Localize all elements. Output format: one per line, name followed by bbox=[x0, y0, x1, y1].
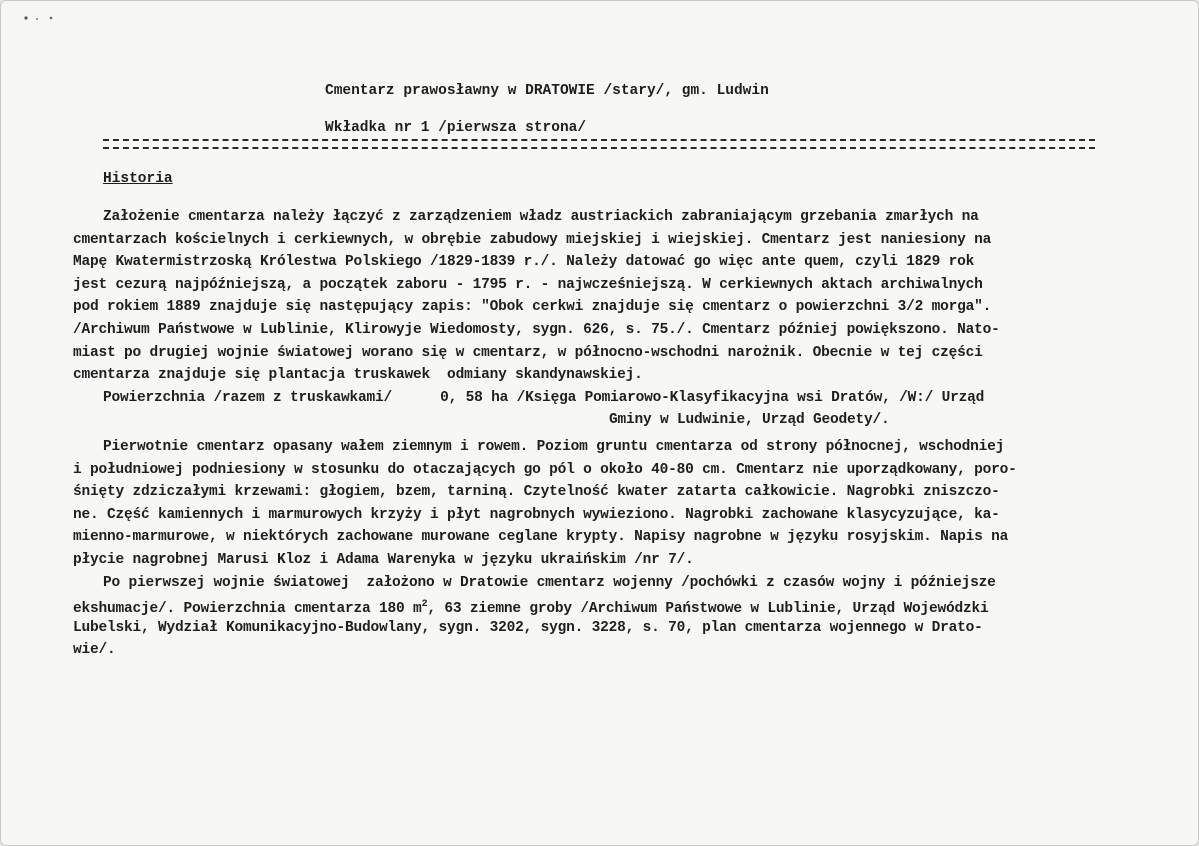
document-subtitle: Wkładka nr 1 /pierwsza strona/ bbox=[325, 120, 587, 136]
paragraph1-line: pod rokiem 1889 znajduje się następujący zapis: "Obok cerkwi znajduje się cmentarz o powierzchni 3/2 morga". bbox=[73, 299, 992, 316]
paragraph1-line: miast po drugiej wojnie światowej worano się w cmentarz, w północno-wschodni narożnik. Obecnie w tej części bbox=[73, 344, 983, 361]
paragraph2-line: płycie nagrobnej Marusi Kloz i Adama Warenyka w języku ukraińskim /nr 7/. bbox=[73, 551, 694, 568]
paragraph2-line: mienno-marmurowe, w niektórych zachowane murowane ceglane krypty. Napisy nagrobne w języku rosyjskim. Napis na bbox=[73, 529, 1009, 546]
area-value: 0, 58 ha /Księga Pomiarowo-Klasyfikacyjna wsi Dratów, /W:/ Urząd bbox=[440, 389, 985, 406]
area-text: ekshumacje/. Powierzchnia cmentarza 180 m bbox=[73, 601, 422, 617]
paragraph1-line: Założenie cmentarza należy łączyć z zarządzeniem władz austriackich zabraniającym grzebania zmarłych na bbox=[103, 209, 979, 225]
paragraph1-line: cmentarzach kościelnych i cerkiewnych, w obrębie zabudowy miejskiej i wiejskiej. Cmentarz jest naniesiony na bbox=[73, 231, 992, 248]
paragraph3-line: Lubelski, Wydział Komunikacyjno-Budowlany, sygn. 3202, sygn. 3228, s. 70, plan cmentarza wojennego w Drato- bbox=[73, 619, 983, 636]
paragraph1-line: cmentarza znajduje się plantacja truskawek odmiany skandynawskiej. bbox=[73, 367, 643, 384]
history-text bbox=[73, 206, 1163, 662]
area-line bbox=[73, 387, 1163, 410]
paragraph1-line: /Archiwum Państwowe w Lublinie, Klirowyje Wiedomosty, sygn. 626, s. 75./. Cmentarz później powiększono. Nato- bbox=[73, 321, 1000, 338]
area-source-line: Gminy w Ludwinie, Urząd Geodety/. bbox=[609, 412, 890, 429]
area-label: Powierzchnia /razem z truskawkami/ bbox=[103, 389, 393, 406]
paragraph3-line: wie/. bbox=[73, 642, 116, 659]
section-heading: Historia bbox=[103, 171, 173, 187]
archive-text: , 63 ziemne groby /Archiwum Państwowe w Lublinie, Urząd Wojewódzki bbox=[427, 601, 989, 617]
paragraph1-line: Mapę Kwatermistrzoską Królestwa Polskiego /1829-1839 r./. Należy datować go więc ante quem, czyli 1829 rok bbox=[73, 254, 975, 271]
paragraph3-line: Po pierwszej wojnie światowej założono w Dratowie cmentarz wojenny /pochówki z czasów wojny i późniejsze bbox=[103, 574, 996, 591]
document-title: Cmentarz prawosławny w DRATOWIE /stary/, gm. Ludwin bbox=[325, 83, 769, 99]
superscript-two: 2 bbox=[421, 599, 428, 611]
paragraph2-line: i południowej podniesiony w stosunku do otaczających go pól o około 40-80 cm. Cmentarz nie uporządkowany, poro- bbox=[73, 461, 1017, 478]
document-header bbox=[325, 81, 769, 139]
ink-speck bbox=[23, 15, 59, 21]
paragraph2-line: śnięty zdziczałymi krzewami: głogiem, bzem, tarniną. Czytelność kwater zatarta całkowicie. Nagrobki zniszczo- bbox=[73, 484, 1000, 501]
paragraph2-line: ne. Część kamiennych i marmurowych krzyży i płyt nagrobnych wywieziono. Nagrobki zachowane klasycyzujące, ka- bbox=[73, 506, 1000, 523]
paragraph2-line: Pierwotnie cmentarz opasany wałem ziemnym i rowem. Poziom gruntu cmentarza od strony północnej, wschodniej bbox=[103, 438, 1005, 455]
paragraph1-line: jest cezurą najpóźniejszą, a początek zaboru - 1795 r. - najwcześniejszą. W cerkiewnych aktach archiwalnych bbox=[73, 276, 983, 293]
divider-rule bbox=[103, 139, 1095, 149]
paragraph3-line bbox=[73, 594, 1163, 617]
